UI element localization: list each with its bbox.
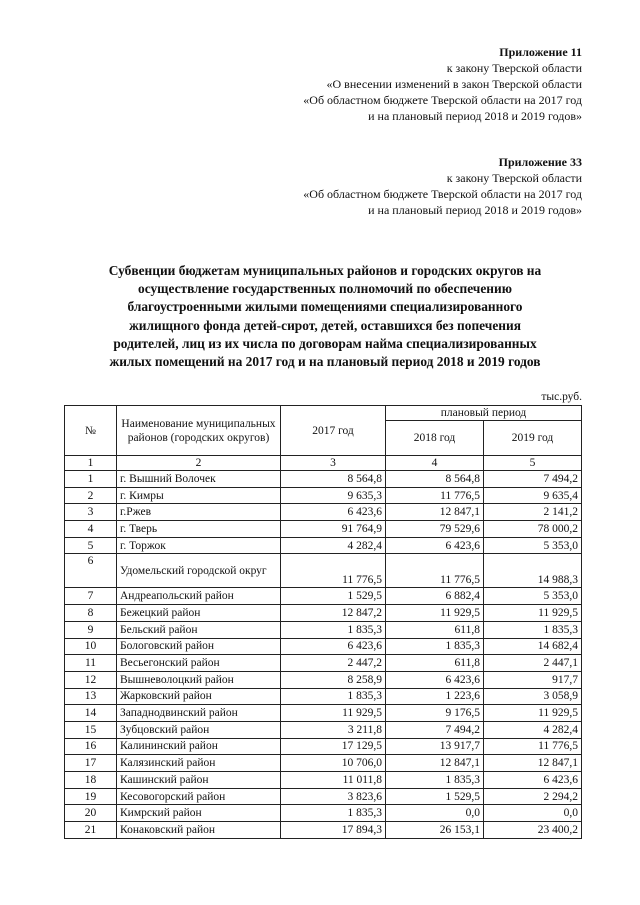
row-number: 21 <box>65 822 117 839</box>
table-row <box>65 537 582 554</box>
row-value-2019: 11 776,5 <box>484 738 582 755</box>
header-num: № <box>65 406 117 456</box>
appendix-line: к закону Тверской области <box>446 171 582 185</box>
title-line: осуществление государственных полномочий по обеспечению <box>138 281 512 297</box>
row-value-2018: 9 176,5 <box>386 705 484 722</box>
subventions-table <box>64 405 582 839</box>
title-line: родителей, лиц из их числа по договорам найма специализированных <box>113 335 537 351</box>
appendix-line: «Об областном бюджете Тверской области на 2017 год <box>303 93 582 107</box>
index-cell: 2 <box>117 456 281 471</box>
row-value-2019: 5 353,0 <box>484 588 582 605</box>
row-district-name: Зубцовский район <box>117 721 281 738</box>
appendix-line: к закону Тверской области <box>446 61 582 75</box>
header-2017: 2017 год <box>281 406 386 456</box>
row-value-2017: 6 423,6 <box>281 504 386 521</box>
row-district-name: Вышневолоцкий район <box>117 671 281 688</box>
row-number: 15 <box>65 721 117 738</box>
table-row <box>65 671 582 688</box>
row-value-2017: 6 423,6 <box>281 638 386 655</box>
row-number: 2 <box>65 487 117 504</box>
row-value-2018: 0,0 <box>386 805 484 822</box>
row-number: 19 <box>65 788 117 805</box>
row-value-2019: 2 447,1 <box>484 655 582 672</box>
row-number: 18 <box>65 772 117 789</box>
appendix-title: Приложение 33 <box>498 155 582 169</box>
row-district-name: Бологовский район <box>117 638 281 655</box>
row-value-2017: 4 282,4 <box>281 537 386 554</box>
row-number: 3 <box>65 504 117 521</box>
table-body <box>65 456 582 839</box>
table-row <box>65 822 582 839</box>
row-value-2017: 10 706,0 <box>281 755 386 772</box>
row-district-name: Западнодвинский район <box>117 705 281 722</box>
row-number: 1 <box>65 471 117 488</box>
row-value-2017: 91 764,9 <box>281 521 386 538</box>
row-value-2019: 11 929,5 <box>484 605 582 622</box>
row-value-2019: 5 353,0 <box>484 537 582 554</box>
row-number: 4 <box>65 521 117 538</box>
row-value-2017: 2 447,2 <box>281 655 386 672</box>
table-row <box>65 705 582 722</box>
row-district-name: г.Ржев <box>117 504 281 521</box>
row-number: 16 <box>65 738 117 755</box>
row-number: 14 <box>65 705 117 722</box>
row-value-2018: 12 847,1 <box>386 755 484 772</box>
row-value-2018: 611,8 <box>386 621 484 638</box>
header-name: Наименование муниципальных районов (городских округов) <box>117 406 281 456</box>
appendix-line: «Об областном бюджете Тверской области на 2017 год <box>303 187 582 201</box>
row-district-name: Калязинский район <box>117 755 281 772</box>
title-line: жилых помещений на 2017 год и на плановый период 2018 и 2019 годов <box>109 354 541 370</box>
row-value-2018: 1 835,3 <box>386 772 484 789</box>
row-value-2018: 7 494,2 <box>386 721 484 738</box>
row-value-2017: 1 835,3 <box>281 688 386 705</box>
row-district-name: Кимрский район <box>117 805 281 822</box>
row-value-2017: 1 529,5 <box>281 588 386 605</box>
row-value-2019: 9 635,4 <box>484 487 582 504</box>
row-value-2017: 8 258,9 <box>281 671 386 688</box>
table-row <box>65 772 582 789</box>
row-value-2018: 611,8 <box>386 655 484 672</box>
row-district-name: г. Торжок <box>117 537 281 554</box>
index-cell: 4 <box>386 456 484 471</box>
row-value-2017: 17 894,3 <box>281 822 386 839</box>
row-value-2019: 6 423,6 <box>484 772 582 789</box>
table-row <box>65 755 582 772</box>
row-value-2019: 4 282,4 <box>484 721 582 738</box>
row-value-2019: 11 929,5 <box>484 705 582 722</box>
row-value-2019: 78 000,2 <box>484 521 582 538</box>
row-value-2018: 11 776,5 <box>386 554 484 588</box>
row-value-2019: 2 141,2 <box>484 504 582 521</box>
row-value-2017: 8 564,8 <box>281 471 386 488</box>
row-district-name: Бельский район <box>117 621 281 638</box>
row-district-name: Весьегонский район <box>117 655 281 672</box>
table-row <box>65 605 582 622</box>
row-district-name: г. Вышний Волочек <box>117 471 281 488</box>
row-value-2017: 11 011,8 <box>281 772 386 789</box>
row-value-2018: 6 423,6 <box>386 671 484 688</box>
table-row <box>65 621 582 638</box>
table-row <box>65 487 582 504</box>
document-title <box>60 262 590 371</box>
table-row <box>65 738 582 755</box>
row-value-2018: 1 223,6 <box>386 688 484 705</box>
row-value-2019: 14 682,4 <box>484 638 582 655</box>
index-cell: 5 <box>484 456 582 471</box>
row-value-2019: 917,7 <box>484 671 582 688</box>
row-district-name: Жарковский район <box>117 688 281 705</box>
appendix-line: и на плановый период 2018 и 2019 годов» <box>368 109 582 123</box>
row-value-2019: 12 847,1 <box>484 755 582 772</box>
row-value-2018: 12 847,1 <box>386 504 484 521</box>
row-value-2018: 11 929,5 <box>386 605 484 622</box>
table-row <box>65 721 582 738</box>
row-value-2019: 7 494,2 <box>484 471 582 488</box>
row-value-2018: 1 529,5 <box>386 788 484 805</box>
row-value-2017: 9 635,3 <box>281 487 386 504</box>
row-value-2018: 13 917,7 <box>386 738 484 755</box>
row-value-2017: 1 835,3 <box>281 621 386 638</box>
row-value-2017: 3 211,8 <box>281 721 386 738</box>
row-district-name: Андреапольский район <box>117 588 281 605</box>
row-district-name: Конаковский район <box>117 822 281 839</box>
table-row <box>65 655 582 672</box>
row-number: 13 <box>65 688 117 705</box>
table-row <box>65 638 582 655</box>
row-district-name: Кесовогорский район <box>117 788 281 805</box>
row-district-name: Калининский район <box>117 738 281 755</box>
row-district-name: г. Тверь <box>117 521 281 538</box>
row-value-2019: 0,0 <box>484 805 582 822</box>
row-value-2018: 1 835,3 <box>386 638 484 655</box>
row-number: 8 <box>65 605 117 622</box>
column-index-row <box>65 456 582 471</box>
row-value-2018: 8 564,8 <box>386 471 484 488</box>
row-district-name: Удомельский городской округ <box>117 554 281 588</box>
row-value-2019: 1 835,3 <box>484 621 582 638</box>
row-value-2018: 6 423,6 <box>386 537 484 554</box>
row-value-2018: 79 529,6 <box>386 521 484 538</box>
row-number: 7 <box>65 588 117 605</box>
row-value-2017: 3 823,6 <box>281 788 386 805</box>
table-row <box>65 504 582 521</box>
row-value-2017: 17 129,5 <box>281 738 386 755</box>
row-value-2018: 11 776,5 <box>386 487 484 504</box>
appendix-line: «О внесении изменений в закон Тверской области <box>326 77 582 91</box>
row-value-2017: 1 835,3 <box>281 805 386 822</box>
appendix-11-block <box>303 44 582 124</box>
row-number: 12 <box>65 671 117 688</box>
row-number: 17 <box>65 755 117 772</box>
title-line: жилищного фонда детей-сирот, детей, оставшихся без попечения <box>129 317 521 333</box>
table-row <box>65 471 582 488</box>
header-2018: 2018 год <box>386 421 484 456</box>
row-district-name: Бежецкий район <box>117 605 281 622</box>
appendix-line: и на плановый период 2018 и 2019 годов» <box>368 203 582 217</box>
row-district-name: г. Кимры <box>117 487 281 504</box>
row-value-2018: 6 882,4 <box>386 588 484 605</box>
row-value-2019: 2 294,2 <box>484 788 582 805</box>
row-value-2017: 11 776,5 <box>281 554 386 588</box>
appendix-title: Приложение 11 <box>499 45 582 59</box>
row-number: 11 <box>65 655 117 672</box>
row-value-2019: 14 988,3 <box>484 554 582 588</box>
row-value-2018: 26 153,1 <box>386 822 484 839</box>
table-row <box>65 588 582 605</box>
header-2019: 2019 год <box>484 421 582 456</box>
table-row <box>65 554 582 588</box>
table-row <box>65 805 582 822</box>
index-cell: 3 <box>281 456 386 471</box>
row-value-2017: 12 847,2 <box>281 605 386 622</box>
row-number: 20 <box>65 805 117 822</box>
row-value-2019: 3 058,9 <box>484 688 582 705</box>
row-district-name: Кашинский район <box>117 772 281 789</box>
header-planned-period: плановый период <box>386 406 582 421</box>
table-row <box>65 688 582 705</box>
title-line: Субвенции бюджетам муниципальных районов и городских округов на <box>108 263 542 278</box>
index-cell: 1 <box>65 456 117 471</box>
title-line: благоустроенными жилыми помещениями специализированного <box>127 299 523 315</box>
units-label: тыс.руб. <box>541 391 582 403</box>
table-row <box>65 521 582 538</box>
row-number: 6 <box>65 554 117 588</box>
row-number: 9 <box>65 621 117 638</box>
row-number: 5 <box>65 537 117 554</box>
row-value-2017: 11 929,5 <box>281 705 386 722</box>
row-number: 10 <box>65 638 117 655</box>
row-value-2019: 23 400,2 <box>484 822 582 839</box>
table-row <box>65 788 582 805</box>
appendix-33-block <box>303 154 582 218</box>
